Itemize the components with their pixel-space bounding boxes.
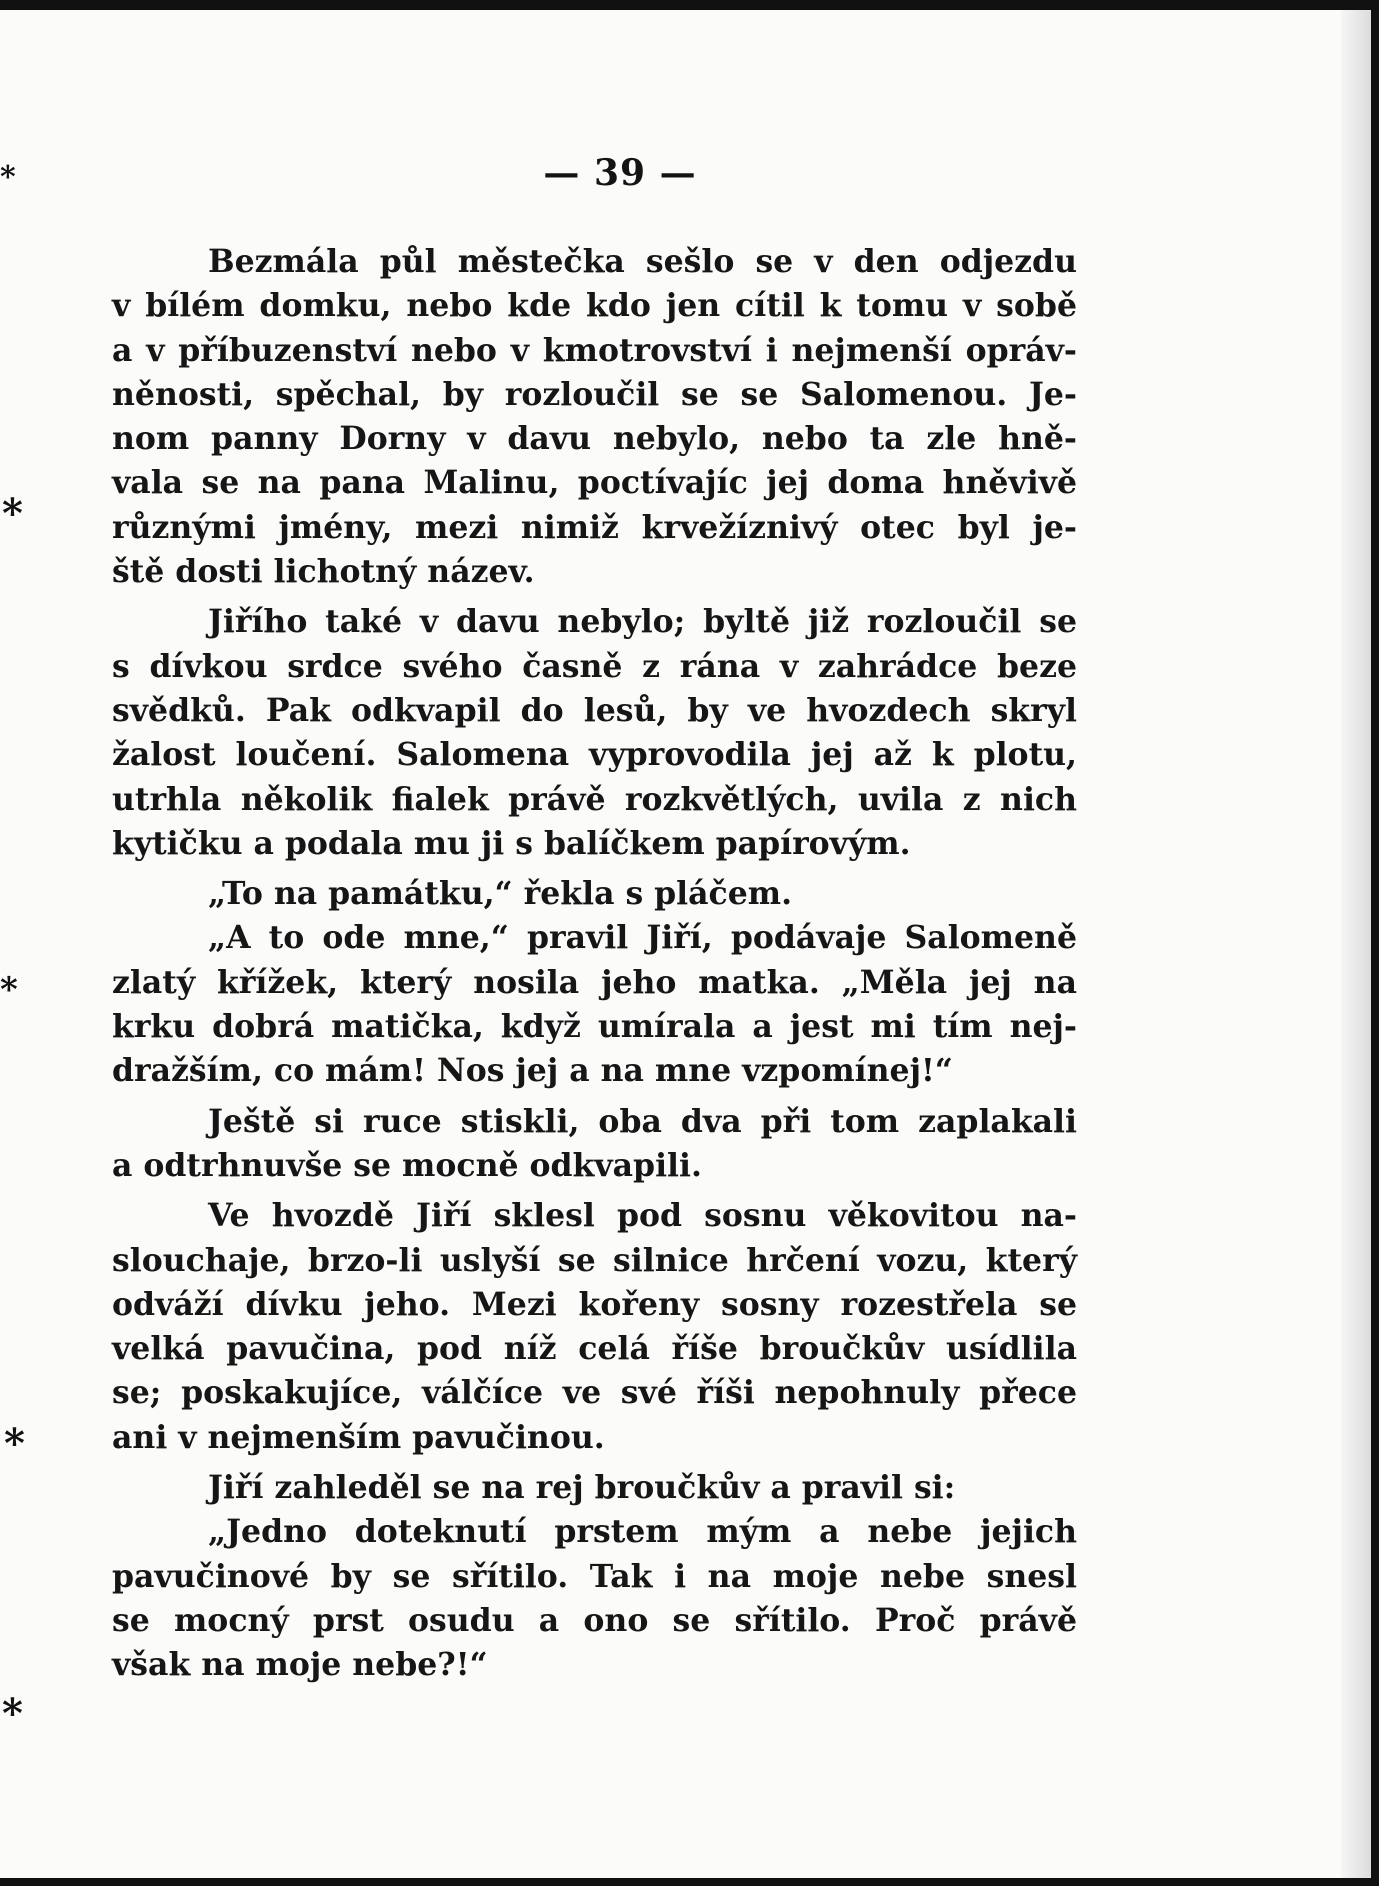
page-edge-shadow [1341,0,1371,1886]
text-line: a odtrhnuvše se mocně odkvapili. [112,1146,702,1184]
paragraph [112,872,1077,916]
text-line: „To na památku,“ řekla s pláčem. [208,875,793,913]
text-line: Jiří zahleděl se na rej broučkův a pravil si: [208,1469,956,1507]
scan-border-top [0,0,1379,10]
text-line: pavučinové by se sřítilo. Tak i na moje nebe snesl [112,1557,1077,1595]
text-line: Bezmála půl městečka sešlo se v den odjezdu [208,243,1077,280]
text-line: odváží dívku jeho. Mezi kořeny sosny rozestřela se [112,1285,1077,1323]
text-line: zlatý křížek, který nosila jeho matka. „Měla jej na [112,963,1077,1001]
text-line: něnosti, spěchal, by rozloučil se se Salomenou. Je- [112,375,1077,413]
page-number: — 39 — [543,152,697,194]
text-line: kytičku a podala mu ji s balíčkem papírovým. [112,824,911,862]
margin-mark: * [0,160,16,195]
text-line: v bílém domku, nebo kde kdo jen cítil k tomu v sobě [112,287,1077,325]
scan-border-bottom [0,1878,1379,1886]
margin-mark: * [2,1690,23,1737]
text-line: Ve hvozdě Jiří sklesl pod sosnu věkovitou na- [208,1197,1077,1235]
text-line: utrhla několik fialek právě rozkvětlých, uvila z nich [112,780,1077,818]
text-line: ště dosti lichotný název. [112,553,535,591]
text-line: Jiřího také v davu nebylo; byltě již rozloučil se [208,603,1077,641]
text-line: Ještě si ruce stiskli, oba dva při tom zaplakali [208,1102,1077,1140]
paragraph [112,600,1077,866]
text-line: vala se na pana Malinu, poctívajíc jej doma hněvivě [112,464,1077,502]
margin-mark: * [0,970,18,1010]
text-line: „A to ode mne,“ pravil Jiří, podávaje Salomeně [208,919,1077,957]
text-line: krku dobrá matička, když umírala a jest mi tím nej- [112,1008,1077,1046]
text-line: nom panny Dorny v davu nebylo, nebo ta zle hně- [112,420,1077,458]
text-line: slouchaje, brzo-li uslyší se silnice hrčení vozu, který [112,1241,1077,1279]
text-line: se mocný prst osudu a ono se sřítilo. Proč právě [112,1601,1077,1639]
margin-mark: * [4,1420,25,1467]
text-line: a v příbuzenství nebo v kmotrovství i nejmenší opráv- [112,331,1077,369]
text-line: žalost loučení. Salomena vyprovodila jej až k plotu, [112,736,1077,774]
text-line: s dívkou srdce svého časně z rána v zahrádce beze [112,647,1077,685]
text-line: „Jedno doteknutí prstem mým a nebe jejich [208,1513,1077,1551]
paragraph [112,1466,1077,1510]
text-line: různými jmény, mezi nimiž krvežíznivý otec byl je- [112,508,1077,546]
paragraph [112,1510,1077,1687]
paragraph [112,1194,1077,1460]
paragraph [112,916,1077,1093]
paragraph [112,240,1077,594]
margin-mark: * [2,490,23,537]
text-line: ani v nejmenším pavučinou. [112,1418,605,1456]
text-line: dražším, co mám! Nos jej a na mne vzpomínej!“ [112,1052,953,1090]
scan-border-right [1371,0,1379,1886]
text-line: se; poskakujíce, válčíce ve své říši nepohnuly přece [112,1374,1077,1412]
body-text [112,240,1077,1688]
paragraph [112,1100,1077,1189]
text-line: však na moje nebe?!“ [112,1646,488,1684]
text-line: svědků. Pak odkvapil do lesů, by ve hvozdech skryl [112,691,1077,729]
text-line: velká pavučina, pod níž celá říše broučkův usídlila [112,1330,1077,1368]
